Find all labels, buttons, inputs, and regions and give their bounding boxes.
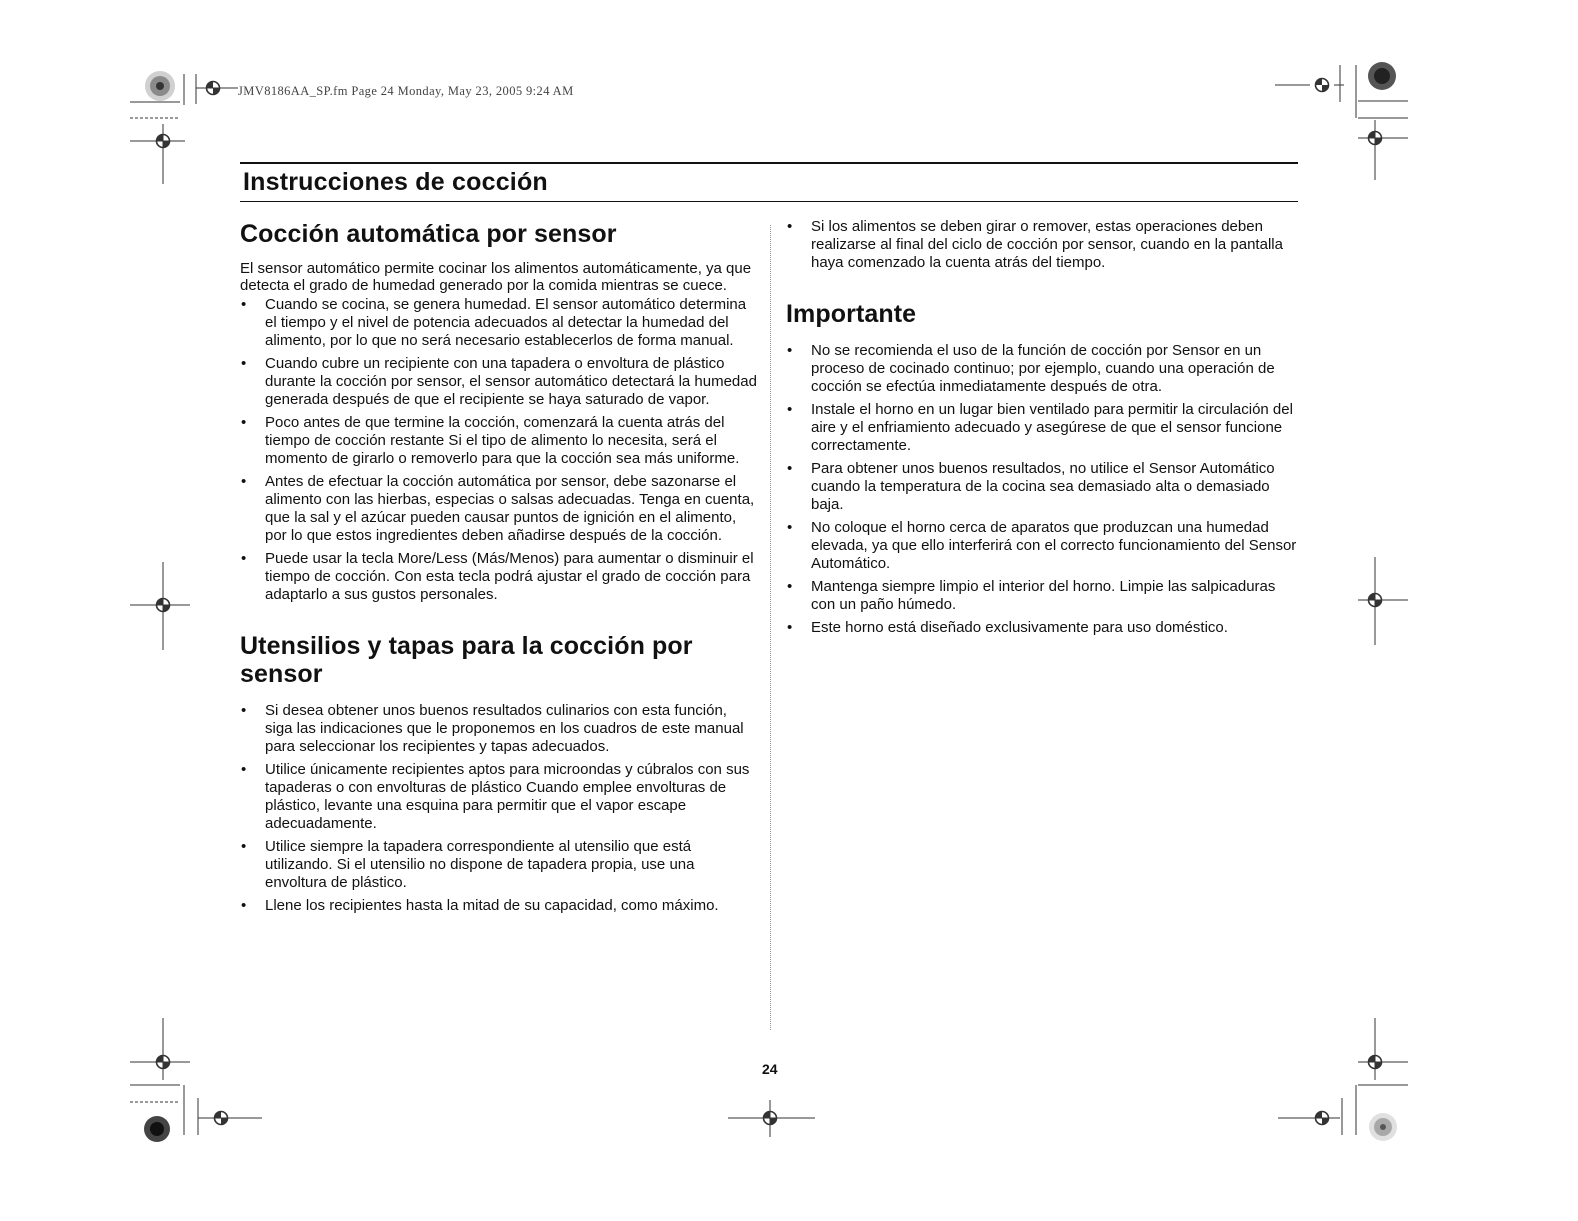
list-item: • Antes de efectuar la cocción automática por sensor, debe sazonarse el alimento con las hierbas, especias o salsas adecuadas. Tenga en cuenta, que la sal y el azúcar pueden causar puntos de ignición en el alimento, por lo que estos ingredientes deben añadirse después de la cocción. (241, 473, 755, 544)
bullet-icon: • (787, 218, 793, 235)
list-item: • Utilice siempre la tapadera correspondiente al utensilio que está utilizando. Si el utensilio no dispone de tapadera propia, use una envoltura de plástico. (241, 838, 695, 891)
page-number: 24 (762, 1061, 778, 1077)
bullet-icon: • (241, 838, 247, 855)
list-item: • Si desea obtener unos buenos resultados culinarios con esta función, siga las indicaciones que le proponemos en los cuadros de este manual para seleccionar los recipientes y tapas adecuados. (241, 702, 744, 755)
bullet-icon: • (241, 296, 247, 313)
list-item: • Si los alimentos se deben girar o remover, estas operaciones deben realizarse al final del ciclo de cocción por sensor, cuando en la pantalla haya comenzado la cuenta atrás del tiempo. (787, 218, 1283, 271)
column-divider (770, 225, 771, 1030)
halftone-swatch-bottom-right (1369, 1113, 1397, 1141)
title-rule-bottom (240, 201, 1298, 202)
halftone-swatch-top-right (1368, 62, 1396, 90)
title-rule-top (240, 162, 1298, 164)
bullet-icon: • (241, 550, 247, 567)
bullet-icon: • (241, 761, 247, 778)
list-item: • Para obtener unos buenos resultados, no utilice el Sensor Automático cuando la temperatura de la cocina sea demasiado alta o demasiado baja. (787, 460, 1275, 513)
list-item: • Cuando se cocina, se genera humedad. El sensor automático determina el tiempo y el nivel de potencia adecuados al detectar la humedad del alimento, por lo que no será necesario establecerlos de forma manual. (241, 296, 747, 349)
bullet-icon: • (241, 355, 247, 372)
left-column (240, 218, 758, 920)
bullet-icon: • (787, 460, 793, 477)
list-item: • No coloque el horno cerca de aparatos que produzcan una humedad elevada, ya que ello interferirá con el correcto funcionamiento del Sensor Automático. (787, 519, 1297, 572)
bullet-icon: • (787, 519, 793, 536)
list-item: • Utilice únicamente recipientes aptos para microondas y cúbralos con sus tapaderas o con envolturas de plástico Cuando emplee envolturas de plástico, levante una esquina para permitir que el vapor escape adecuadamente. (241, 761, 750, 832)
bullet-icon: • (241, 702, 247, 719)
section-heading-sensor-cooking: Cocción automática por sensor (240, 220, 617, 248)
file-stamp: JMV8186AA_SP.fm Page 24 Monday, May 23, 2005 9:24 AM (238, 84, 574, 98)
bullet-icon: • (241, 414, 247, 431)
page-title: Instrucciones de cocción (243, 168, 548, 196)
section-heading-utensils: Utensilios y tapas para la cocción por sensor (240, 632, 693, 688)
bullet-icon: • (787, 619, 793, 636)
list-item: • Mantenga siempre limpio el interior del horno. Limpie las salpicaduras con un paño húmedo. (787, 578, 1276, 613)
list-item: • Poco antes de que termine la cocción, comenzará la cuenta atrás del tiempo de cocción restante Si el tipo de alimento lo necesita, será el momento de girarlo o removerlo para que la cocción sea más uniforme. (241, 414, 740, 467)
utensils-bullet-list (240, 702, 758, 915)
mid-mark-right (1358, 557, 1408, 645)
bullet-icon: • (241, 473, 247, 490)
sensor-bullet-list (240, 296, 758, 604)
section-heading-important: Importante (786, 300, 917, 328)
bullet-icon: • (787, 401, 793, 418)
list-item: • No se recomienda el uso de la función de cocción por Sensor en un proceso de cocinado continuo; por ejemplo, cuando una operación de cocción se efectúa inmediatamente después de otra. (787, 342, 1275, 395)
list-item: • Cuando cubre un recipiente con una tapadera o envoltura de plástico durante la cocción por sensor, el sensor automático detectará la humedad generada después de que el recipiente se haya saturado de vapor. (241, 355, 757, 408)
important-bullet-list (786, 342, 1298, 637)
halftone-swatch-top-left (145, 71, 175, 101)
halftone-swatch-bottom-left (144, 1116, 170, 1142)
list-item: • Llene los recipientes hasta la mitad de su capacidad, como máximo. (241, 897, 719, 914)
list-item: • Instale el horno en un lugar bien ventilado para permitir la circulación del aire y el enfriamiento adecuado y asegúrese de que el sensor funcione correctamente. (787, 401, 1293, 454)
mid-mark-left (130, 562, 190, 650)
list-item: • Este horno está diseñado exclusivamente para uso doméstico. (787, 619, 1228, 636)
bullet-icon: • (787, 578, 793, 595)
corner-mark-bottom-left (130, 1018, 262, 1135)
bullet-icon: • (241, 897, 247, 914)
right-column (786, 218, 1298, 642)
list-item: • Puede usar la tecla More/Less (Más/Menos) para aumentar o disminuir el tiempo de cocción. Con esta tecla podrá ajustar el grado de cocción para adaptarlo a sus gustos personales. (241, 550, 754, 603)
continued-bullet-list (786, 218, 1298, 272)
section-intro: El sensor automático permite cocinar los alimentos automáticamente, ya que detecta el grado de humedad generado por la comida mientras se cuece. (240, 260, 752, 294)
bullet-icon: • (787, 342, 793, 359)
